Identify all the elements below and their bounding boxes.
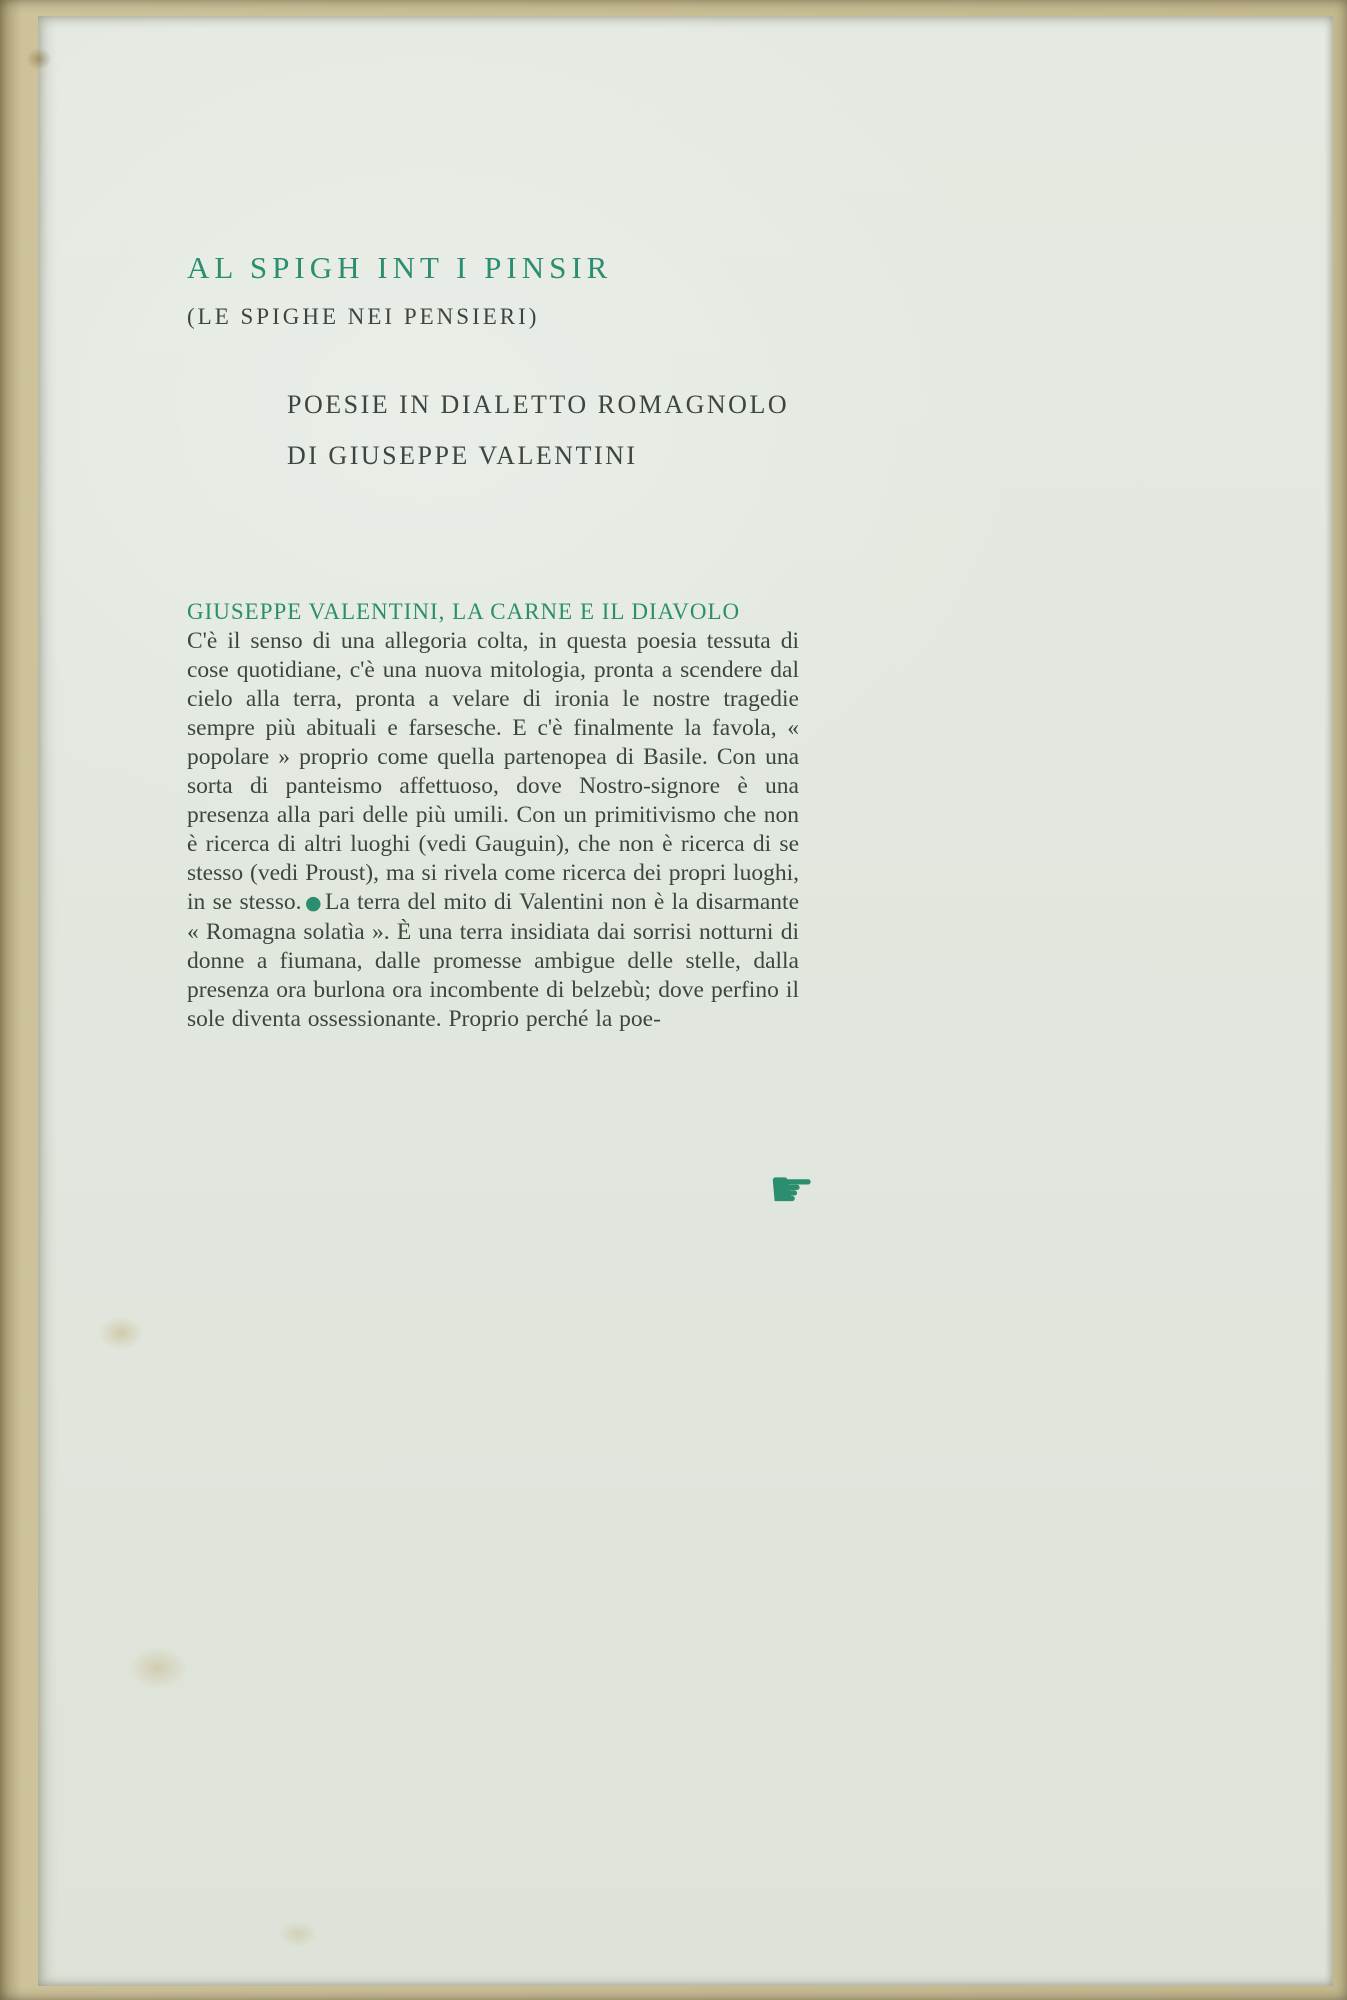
inline-bullet-icon: ● bbox=[304, 892, 323, 914]
section-heading: GIUSEPPE VALENTINI, LA CARNE E IL DIAVOLO bbox=[187, 599, 741, 624]
body-text-part2: La terra del mito di Valentini non è la disarmante « Romagna solatìa ». È una terra insidiata dai sorrisi notturni di donne a fiumana, dalle promesse ambigue delle stelle, dalla presenza ora burlona ora incombente di belzebù; dove perfino il sole diventa ossessionante. Proprio perché la poe- bbox=[187, 889, 799, 1032]
paper-stain bbox=[128, 1646, 188, 1690]
manicule-pointing-hand-icon: ☛ bbox=[768, 1160, 815, 1220]
paper-stain bbox=[98, 1316, 144, 1350]
imprint-line-2: DI GIUSEPPE VALENTINI bbox=[287, 441, 638, 470]
body-text-part1: C'è il senso di una allegoria colta, in questa poesia tessuta di cose quotidiane, c'è una nuova mitologia, pronta a scendere dal cielo alla terra, pronta a velare di ironia le nostre tragedie sempre più abituali e farsesche. E c'è finalmente la favola, « popolare » proprio come quella partenopea di Basile. Con una sorta di panteismo affettuoso, dove Nostro-signore è una presenza alla pari delle più umili. Con un primitivismo che non è ricerca di altri luoghi (vedi Gauguin), che non è ricerca di se stesso (vedi Proust), ma si rivela come ricerca dei propri luoghi, in se stesso. bbox=[187, 628, 799, 915]
page-title: AL SPIGH INT I PINSIR bbox=[187, 250, 613, 285]
book-page bbox=[38, 16, 1333, 1986]
page-subtitle: (LE SPIGHE NEI PENSIERI) bbox=[187, 304, 540, 329]
imprint-line-1: POESIE IN DIALETTO ROMAGNOLO bbox=[287, 390, 790, 419]
body-paragraph bbox=[187, 627, 799, 1034]
paper-stain bbox=[278, 1921, 318, 1947]
